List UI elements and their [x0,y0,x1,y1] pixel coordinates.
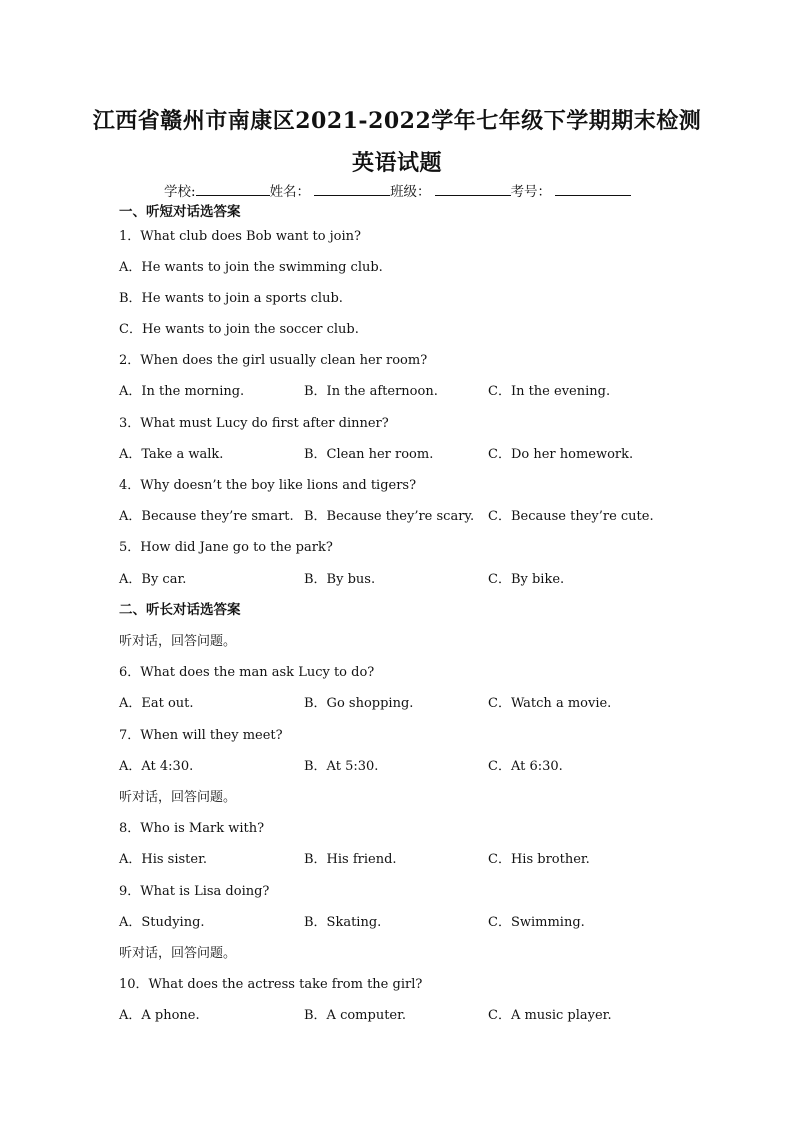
question-8: 8．Who is Mark with? [119,821,265,836]
student-info-row [164,180,631,200]
question-5-option-b: B．By bus. [304,572,376,587]
question-1-option-b: B．He wants to join a sports club. [119,291,343,306]
question-10-option-c: C．A music player. [488,1008,612,1023]
question-5: 5．How did Jane go to the park? [119,540,333,555]
question-2-option-a: A．In the morning. [119,384,245,399]
question-7: 7．When will they meet? [119,728,283,743]
question-10-option-a: A．A phone. [119,1008,200,1023]
section-heading-2: 二、听长对话选答案 [119,602,241,618]
question-1-option-a: A．He wants to join the swimming club. [119,260,383,275]
question-9-option-a: A．Studying. [119,915,205,930]
section-heading-1: 一、听短对话选答案 [119,204,241,220]
question-6-option-b: B．Go shopping. [304,696,414,711]
instruction-2: 听对话，回答问题。 [119,790,237,805]
question-3: 3．What must Lucy do first after dinner? [119,416,389,431]
question-6: 6．What does the man ask Lucy to do? [119,665,375,680]
question-2: 2．When does the girl usually clean her room? [119,353,428,368]
instruction-1: 听对话，回答问题。 [119,634,237,649]
question-10-option-b: B．A computer. [304,1008,407,1023]
question-4-option-c: C．Because they’re cute. [488,509,654,524]
question-3-option-a: A．Take a walk. [119,447,224,462]
question-4: 4．Why doesn’t the boy like lions and tigers? [119,478,417,493]
question-9-option-c: C．Swimming. [488,915,585,930]
question-9: 9．What is Lisa doing? [119,884,270,899]
exam-subtitle: 英语试题 [351,150,442,176]
question-3-option-c: C．Do her homework. [488,447,634,462]
class-label: 班级： [390,184,431,200]
question-4-option-a: A．Because they’re smart. [119,509,294,524]
name-label: 姓名： [269,184,311,200]
question-8-option-c: C．His brother. [488,852,590,867]
question-1: 1．What club does Bob want to join? [119,229,362,244]
question-3-option-b: B．Clean her room. [304,447,434,462]
question-2-option-c: C．In the evening. [488,384,611,399]
question-5-option-c: C．By bike. [488,572,565,587]
question-7-option-b: B．At 5:30. [304,759,379,774]
school-blank [196,181,270,196]
question-8-option-a: A．His sister. [119,852,208,867]
school-label: 学校: [164,184,196,200]
exam-title: 江西省赣州市南康区2021-2022学年七年级下学期期末检测 [92,108,702,134]
instruction-3: 听对话，回答问题。 [119,946,237,961]
question-1-option-c: C．He wants to join the soccer club. [119,322,359,337]
class-blank [435,181,511,196]
number-blank [555,181,631,196]
number-label: 考号： [510,184,552,200]
question-6-option-c: C．Watch a movie. [488,696,612,711]
question-7-option-a: A．At 4:30. [119,759,194,774]
question-4-option-b: B．Because they’re scary. [304,509,475,524]
question-7-option-c: C．At 6:30. [488,759,563,774]
question-10: 10．What does the actress take from the girl? [119,977,423,992]
question-9-option-b: B．Skating. [304,915,382,930]
name-blank [314,181,390,196]
question-6-option-a: A．Eat out. [119,696,194,711]
question-8-option-b: B．His friend. [304,852,397,867]
question-2-option-b: B．In the afternoon. [304,384,438,399]
question-5-option-a: A．By car. [119,572,187,587]
